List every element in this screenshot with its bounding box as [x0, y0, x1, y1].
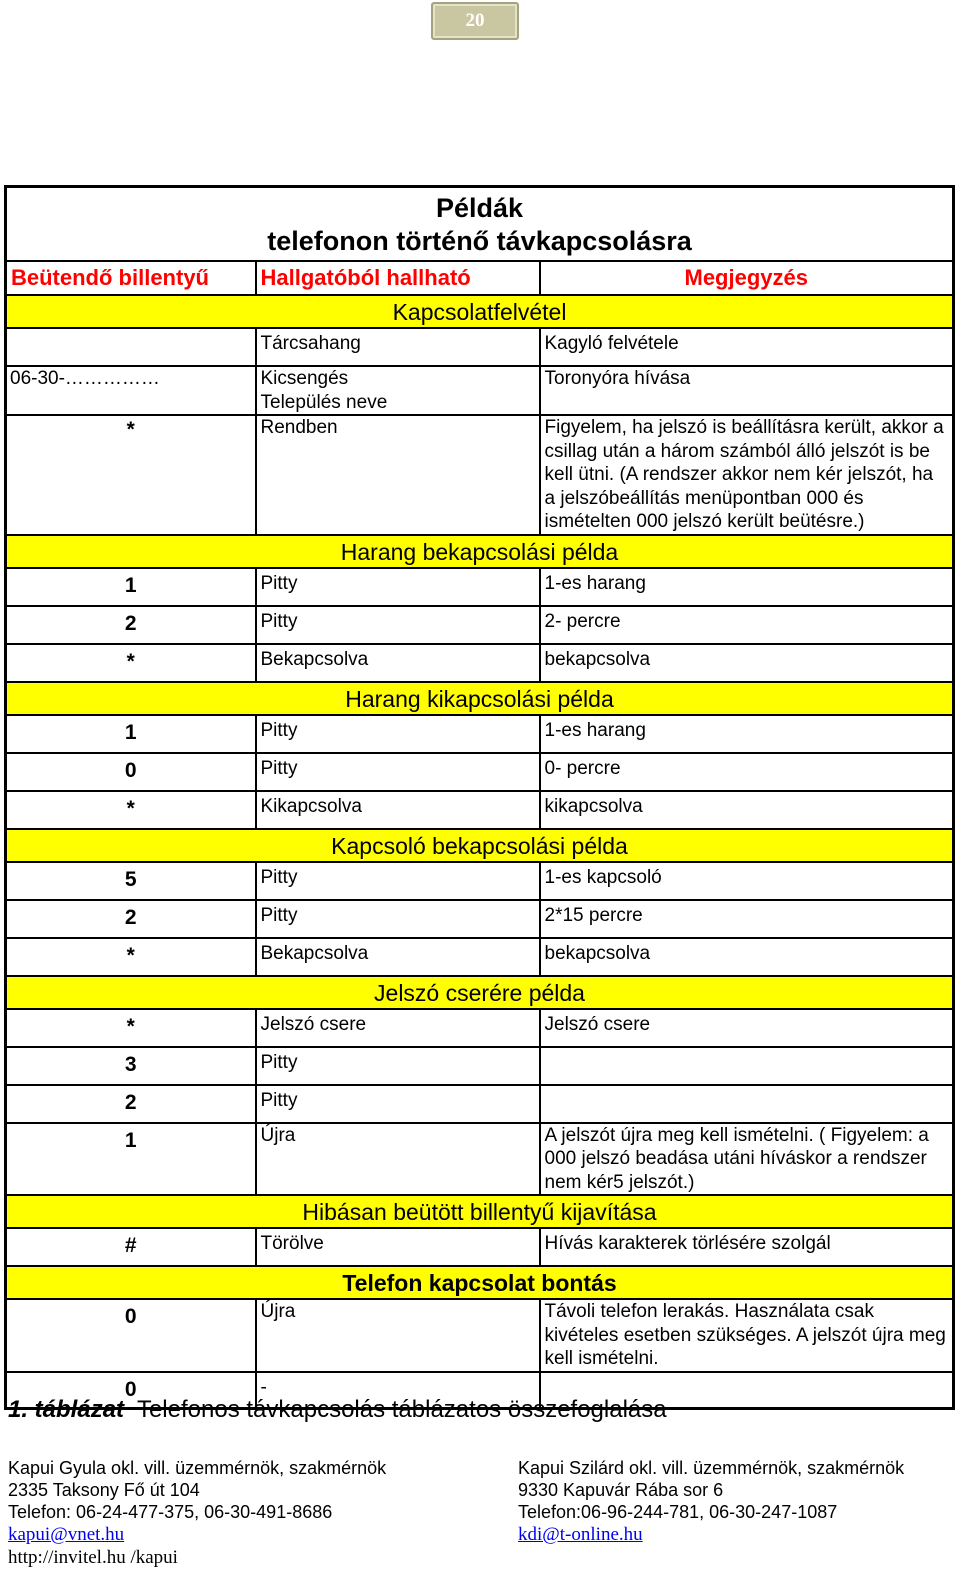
key-cell: 2 — [6, 606, 256, 644]
note-cell — [540, 1047, 954, 1085]
heard-cell: Kikapcsolva — [256, 791, 540, 829]
key-cell: 1 — [6, 1123, 256, 1196]
note-cell: 1-es harang — [540, 715, 954, 753]
author-name: Kapui Szilárd okl. vill. üzemmérnök, szakmérnök — [518, 1458, 905, 1478]
section-bell-on: Harang bekapcsolási példa — [6, 535, 954, 568]
caption-text: Telefonos távkapcsolás táblázatos összefoglalása — [136, 1396, 667, 1423]
section-row — [6, 1195, 954, 1228]
header-key: Beütendő billentyű — [6, 261, 256, 295]
table-title — [6, 187, 954, 262]
key-cell — [6, 328, 256, 366]
key-cell: # — [6, 1228, 256, 1266]
heard-cell: Pitty — [256, 862, 540, 900]
note-cell: bekapcsolva — [540, 938, 954, 976]
table-row — [6, 1299, 954, 1372]
table-row — [6, 606, 954, 644]
table-row — [6, 366, 954, 415]
heard-cell: Pitty — [256, 606, 540, 644]
table-row — [6, 753, 954, 791]
table-row — [6, 1047, 954, 1085]
section-row — [6, 535, 954, 568]
section-row — [6, 682, 954, 715]
key-cell: * — [6, 938, 256, 976]
key-cell: 5 — [6, 862, 256, 900]
table-row — [6, 415, 954, 535]
table-row — [6, 715, 954, 753]
key-cell: 06-30-…………… — [6, 366, 256, 415]
heard-text: Kicsengés — [260, 368, 349, 389]
table-caption — [8, 1395, 667, 1425]
table-title-line2: telefonon történő távkapcsolásra — [267, 226, 692, 256]
table-row — [6, 791, 954, 829]
heard-cell: Újra — [256, 1123, 540, 1196]
note-cell: 1-es kapcsoló — [540, 862, 954, 900]
table-row — [6, 328, 954, 366]
table-title-row — [6, 187, 954, 262]
section-correction: Hibásan beütött billentyű kijavítása — [6, 1195, 954, 1228]
table-row — [6, 568, 954, 606]
table-row — [6, 900, 954, 938]
heard-cell: Jelszó csere — [256, 1009, 540, 1047]
heard-text: Település neve — [260, 391, 388, 413]
heard-cell: Törölve — [256, 1228, 540, 1266]
key-cell: * — [6, 644, 256, 682]
remote-switch-table — [4, 185, 955, 1410]
note-cell: Figyelem, ha jelszó is beállításra került, akkor a csillag után a három számból álló jelszót is be kell ütni. (A rendszer akkor nem kér jelszót, ha a jelszóbeállítás menüpontban 000 és ismételten 000 jelszó került beütésre.) — [540, 415, 954, 535]
section-switch-on: Kapcsoló bekapcsolási példa — [6, 829, 954, 862]
note-cell: Kagyló felvétele — [540, 328, 954, 366]
key-cell: * — [6, 791, 256, 829]
table-row — [6, 1085, 954, 1123]
key-cell: 2 — [6, 900, 256, 938]
header-note: Megjegyzés — [540, 261, 954, 295]
table-row — [6, 1123, 954, 1196]
note-cell: 2- percre — [540, 606, 954, 644]
heard-cell: Újra — [256, 1299, 540, 1372]
note-cell: A jelszót újra meg kell ismételni. ( Figyelem: a 000 jelszó beadása utáni híváskor a rendszer nem kér5 jelszót.) — [540, 1123, 954, 1196]
author-contact-left — [8, 1457, 386, 1569]
author-contact-right — [518, 1457, 904, 1546]
heard-cell: - — [256, 1372, 540, 1409]
note-cell: bekapcsolva — [540, 644, 954, 682]
section-row — [6, 976, 954, 1009]
heard-cell: Bekapcsolva — [256, 644, 540, 682]
author-address: 2335 Taksony Fő út 104 — [8, 1480, 200, 1500]
heard-cell — [256, 366, 540, 415]
key-cell: 1 — [6, 568, 256, 606]
note-cell: 0- percre — [540, 753, 954, 791]
author-email-link[interactable]: kdi@t-online.hu — [518, 1524, 643, 1545]
note-cell — [540, 1085, 954, 1123]
author-phone: Telefon: 06-24-477-375, 06-30-491-8686 — [8, 1502, 333, 1522]
author-email-link[interactable]: kapui@vnet.hu — [8, 1524, 125, 1545]
section-password: Jelszó cserére példa — [6, 976, 954, 1009]
heard-cell: Rendben — [256, 415, 540, 535]
caption-label: 1. táblázat — [8, 1396, 125, 1423]
heard-cell: Tárcsahang — [256, 328, 540, 366]
table-row — [6, 1228, 954, 1266]
heard-cell: Bekapcsolva — [256, 938, 540, 976]
section-row — [6, 829, 954, 862]
key-cell: 0 — [6, 1372, 256, 1409]
heard-cell: Pitty — [256, 1047, 540, 1085]
header-heard: Hallgatóból hallható — [256, 261, 540, 295]
table-row — [6, 938, 954, 976]
heard-cell: Pitty — [256, 753, 540, 791]
page-number: 20 — [465, 10, 485, 31]
heard-cell: Pitty — [256, 1085, 540, 1123]
page-number-badge — [431, 2, 519, 40]
heard-cell: Pitty — [256, 900, 540, 938]
table-row — [6, 1009, 954, 1047]
table-row — [6, 644, 954, 682]
key-cell: 0 — [6, 1299, 256, 1372]
note-cell: Toronyóra hívása — [540, 366, 954, 415]
author-phone: Telefon:06-96-244-781, 06-30-247-1087 — [518, 1502, 838, 1522]
note-cell: Távoli telefon lerakás. Használata csak kivételes esetben szükséges. A jelszót újra meg kell ismételni. — [540, 1299, 954, 1372]
note-cell: 1-es harang — [540, 568, 954, 606]
note-cell: kikapcsolva — [540, 791, 954, 829]
note-cell: Jelszó csere — [540, 1009, 954, 1047]
key-cell: 3 — [6, 1047, 256, 1085]
author-address: 9330 Kapuvár Rába sor 6 — [518, 1480, 724, 1500]
heard-cell: Pitty — [256, 715, 540, 753]
key-cell: * — [6, 415, 256, 535]
section-row — [6, 1266, 954, 1299]
header-row — [6, 261, 954, 295]
section-row — [6, 295, 954, 328]
section-bell-off: Harang kikapcsolási példa — [6, 682, 954, 715]
key-cell: 2 — [6, 1085, 256, 1123]
author-name: Kapui Gyula okl. vill. üzemmérnök, szakmérnök — [8, 1458, 387, 1478]
table-row — [6, 862, 954, 900]
note-cell: 2*15 percre — [540, 900, 954, 938]
section-disconnect: Telefon kapcsolat bontás — [6, 1266, 954, 1299]
key-cell: 0 — [6, 753, 256, 791]
key-cell: * — [6, 1009, 256, 1047]
note-cell: Hívás karakterek törlésére szolgál — [540, 1228, 954, 1266]
key-cell: 1 — [6, 715, 256, 753]
table-title-line1: Példák — [435, 193, 524, 223]
section-connect: Kapcsolatfelvétel — [6, 295, 954, 328]
author-website: http://invitel.hu /kapui — [8, 1547, 178, 1568]
heard-cell: Pitty — [256, 568, 540, 606]
